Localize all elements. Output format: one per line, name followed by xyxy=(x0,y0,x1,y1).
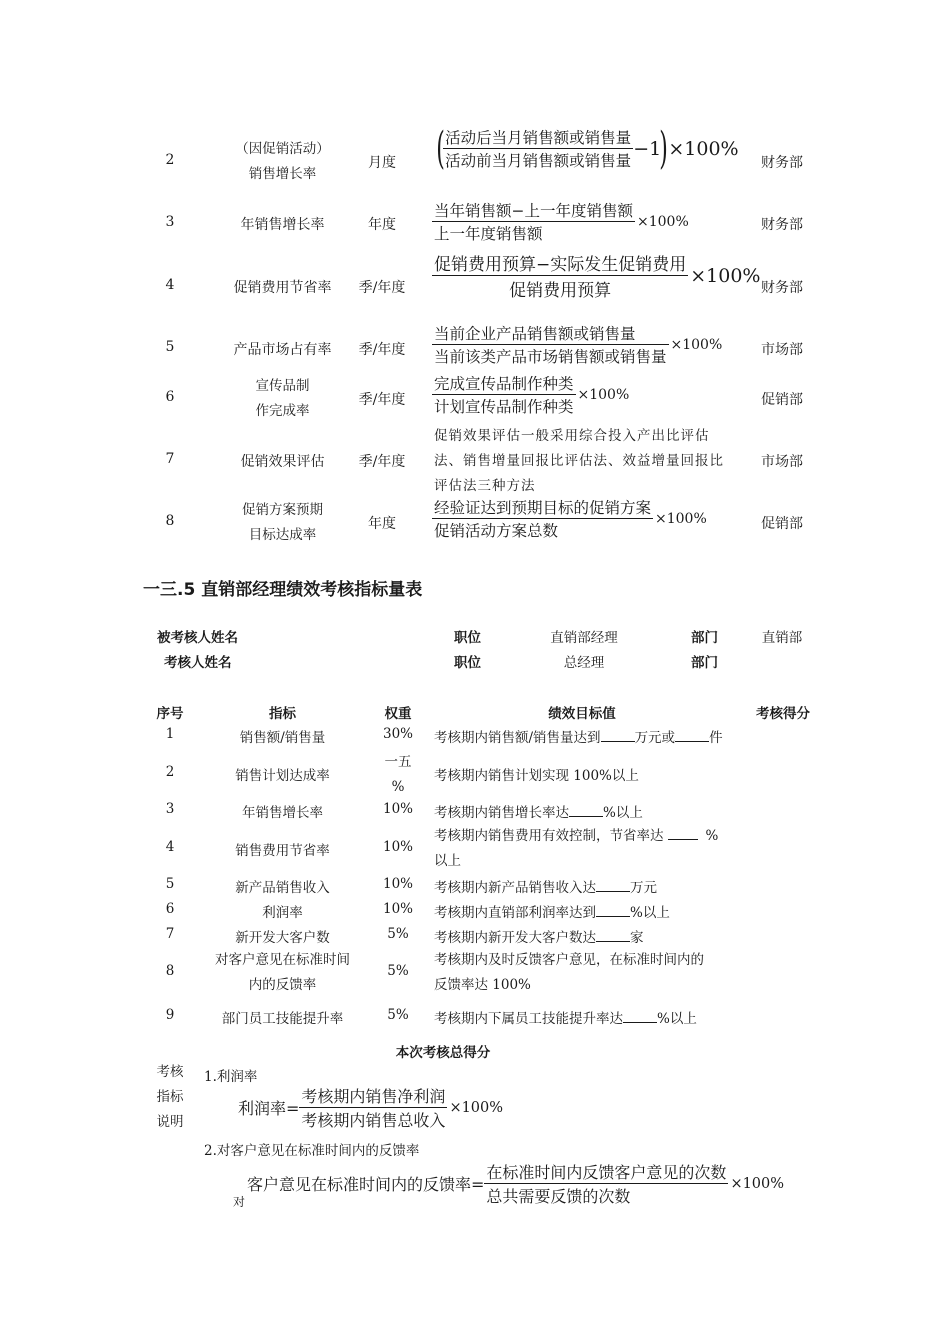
cycle: 季/年度 xyxy=(358,342,406,358)
row-number: 6 xyxy=(165,901,175,917)
weight xyxy=(370,750,426,800)
formula-lhs: 利润率= xyxy=(238,1099,300,1118)
weight: 10% xyxy=(382,901,413,917)
position-label: 职位 xyxy=(454,630,481,646)
target-value: 考核期内销售计划实现 100%以上 xyxy=(434,768,639,784)
row-number: 3 xyxy=(165,801,175,817)
row-number: 5 xyxy=(165,339,175,355)
denominator: 促销费用预算 xyxy=(509,281,612,301)
text: 家 xyxy=(630,930,644,946)
total-score-label: 本次考核总得分 xyxy=(395,1045,491,1061)
notes-side-label xyxy=(148,1060,192,1135)
text: 考核期内销售增长率达 xyxy=(434,805,569,821)
text: %以上 xyxy=(657,1011,697,1027)
row-number: 4 xyxy=(165,277,175,293)
target-value xyxy=(434,876,657,896)
cycle: 季/年度 xyxy=(358,454,406,470)
cycle: 月度 xyxy=(368,155,396,171)
formula-material-completion xyxy=(432,372,629,417)
text: 件 xyxy=(709,730,723,746)
text-line: 法、销售增量回报比评估法、效益增量回报比 xyxy=(434,453,724,469)
side-line: 考核 xyxy=(156,1064,184,1080)
dept-label: 部门 xyxy=(691,630,718,646)
owner-dept: 财务部 xyxy=(761,217,803,233)
fill-blank xyxy=(623,1010,657,1023)
kpi-name xyxy=(205,374,360,424)
weight: 10% xyxy=(382,839,413,855)
numerator: 完成宣传品制作种类 xyxy=(432,372,576,395)
row-number: 8 xyxy=(165,513,175,529)
formula-plan-achievement xyxy=(432,496,707,541)
kpi-name-line: 销售增长率 xyxy=(248,166,317,182)
owner-dept: 市场部 xyxy=(761,454,803,470)
kpi-name: 促销费用节省率 xyxy=(233,280,332,296)
section-title: 一三.5 直销部经理绩效考核指标量表 xyxy=(143,580,423,600)
numerator: 促销费用预算−实际发生促销费用 xyxy=(432,250,688,276)
text-line: 反馈率达 100% xyxy=(434,977,531,993)
weight: 10% xyxy=(382,876,413,892)
weight-line: % xyxy=(391,779,405,795)
stray-char: 对 xyxy=(233,1195,246,1209)
fill-blank xyxy=(668,827,698,840)
fill-blank xyxy=(569,804,603,817)
numerator: 当年销售额−上一年度销售额 xyxy=(432,199,635,222)
note-2-title: 2.对客户意见在标准时间内的反馈率 xyxy=(204,1143,420,1159)
position-label: 职位 xyxy=(454,655,481,671)
minus-one: −1 xyxy=(633,137,662,160)
denominator: 活动前当月销售额或销售量 xyxy=(445,152,632,170)
row-number: 8 xyxy=(165,963,175,979)
col-header-weight: 权重 xyxy=(384,706,412,722)
formula-profit-rate xyxy=(238,1084,503,1131)
kpi-name xyxy=(205,948,360,998)
weight: 5% xyxy=(387,1007,409,1023)
fill-blank xyxy=(675,729,709,742)
row-number: 9 xyxy=(165,1007,175,1023)
target-value xyxy=(434,824,744,874)
text: 考核期内销售额/销售量达到 xyxy=(434,730,601,746)
target-value xyxy=(434,926,644,946)
percent-factor: ×100% xyxy=(668,137,739,160)
left-paren: ( xyxy=(436,122,445,174)
text: 考核期内直销部利润率达到 xyxy=(434,905,596,921)
kpi-name: 销售额/销售量 xyxy=(239,730,326,746)
row-number: 3 xyxy=(165,214,175,230)
col-header-kpi: 指标 xyxy=(269,706,296,722)
formula-sales-growth xyxy=(432,122,739,174)
kpi-name: 产品市场占有率 xyxy=(233,342,332,358)
text: %以上 xyxy=(630,905,670,921)
cycle: 季/年度 xyxy=(358,392,406,408)
kpi-name: 年销售增长率 xyxy=(242,805,323,821)
text-line: 以上 xyxy=(434,853,461,869)
fill-blank xyxy=(601,729,635,742)
kpi-name-line: 目标达成率 xyxy=(248,527,317,543)
denominator: 上一年度销售额 xyxy=(434,225,543,243)
formula-market-share xyxy=(432,322,722,367)
text: 考核期内销售费用有效控制，节省率达 xyxy=(434,828,664,844)
owner-dept: 促销部 xyxy=(761,516,803,532)
evaluation-method-text xyxy=(434,424,744,499)
text: 万元或 xyxy=(634,730,676,746)
text-line: 促销效果评估一般采用综合投入产出比评估 xyxy=(434,428,710,444)
numerator: 经验证达到预期目标的促销方案 xyxy=(432,496,653,519)
percent-factor: ×100% xyxy=(449,1099,504,1116)
text: 考核期内下属员工技能提升率达 xyxy=(434,1011,623,1027)
owner-dept: 财务部 xyxy=(761,280,803,296)
kpi-name: 部门员工技能提升率 xyxy=(221,1011,344,1027)
kpi-name: 利润率 xyxy=(262,905,303,921)
kpi-name: 年销售增长率 xyxy=(240,217,325,233)
numerator: 考核期内销售净利润 xyxy=(299,1084,447,1108)
weight: 10% xyxy=(382,801,413,817)
kpi-name xyxy=(205,498,360,548)
denominator: 促销活动方案总数 xyxy=(434,522,559,540)
dept-label: 部门 xyxy=(691,655,718,671)
cycle: 季/年度 xyxy=(358,280,406,296)
percent-factor: ×100% xyxy=(637,213,689,230)
note-1-title: 1.利润率 xyxy=(204,1069,258,1085)
kpi-name xyxy=(205,137,360,187)
weight: 5% xyxy=(387,926,409,942)
row-number: 2 xyxy=(165,152,175,168)
kpi-name: 促销效果评估 xyxy=(240,454,325,470)
denominator: 考核期内销售总收入 xyxy=(301,1111,446,1130)
kpi-name: 销售费用节省率 xyxy=(235,843,330,859)
owner-dept: 促销部 xyxy=(761,392,803,408)
col-header-target: 绩效目标值 xyxy=(548,706,616,722)
kpi-name-line: （因促销活动） xyxy=(235,141,330,157)
denominator: 计划宣传品制作种类 xyxy=(434,398,574,416)
kpi-name: 新开发大客户数 xyxy=(235,930,330,946)
kpi-name-line: 促销方案预期 xyxy=(242,502,323,518)
target-value xyxy=(434,1007,697,1027)
percent-factor: ×100% xyxy=(655,510,707,527)
weight-line: 一五 xyxy=(384,754,412,770)
denominator: 总共需要反馈的次数 xyxy=(486,1187,631,1206)
denominator: 当前该类产品市场销售额或销售量 xyxy=(434,348,667,366)
kpi-name-line: 作完成率 xyxy=(255,403,310,419)
weight: 5% xyxy=(387,963,409,979)
cycle: 年度 xyxy=(368,516,396,532)
side-line: 指标 xyxy=(156,1089,184,1105)
owner-dept: 市场部 xyxy=(761,342,803,358)
row-number: 7 xyxy=(165,926,175,942)
target-value xyxy=(434,801,643,821)
fill-blank xyxy=(596,904,630,917)
fill-blank xyxy=(596,879,630,892)
target-value xyxy=(434,901,670,921)
side-line: 说明 xyxy=(156,1114,184,1130)
percent-factor: ×100% xyxy=(690,264,761,287)
numerator: 当前企业产品销售额或销售量 xyxy=(432,322,669,345)
text: 考核期内新产品销售收入达 xyxy=(434,880,596,896)
numerator: 在标准时间内反馈客户意见的次数 xyxy=(484,1160,728,1184)
row-number: 5 xyxy=(165,876,175,892)
cycle: 年度 xyxy=(368,217,396,233)
row-number: 2 xyxy=(165,764,175,780)
text: % xyxy=(705,828,719,844)
text: %以上 xyxy=(603,805,643,821)
kpi-name: 新产品销售收入 xyxy=(235,880,330,896)
percent-factor: ×100% xyxy=(670,336,723,353)
formula-annual-growth xyxy=(432,199,689,244)
examinee-label: 被考核人姓名 xyxy=(157,630,238,646)
row-number: 7 xyxy=(165,451,175,467)
text: 万元 xyxy=(630,880,657,896)
target-value xyxy=(434,726,723,746)
text-line: 考核期内及时反馈客户意见，在标准时间内的 xyxy=(434,952,704,968)
percent-factor: ×100% xyxy=(730,1175,785,1192)
row-number: 4 xyxy=(165,839,175,855)
kpi-name-line: 宣传品制 xyxy=(255,378,310,394)
examinee-dept: 直销部 xyxy=(761,630,803,646)
row-number: 1 xyxy=(165,726,175,742)
kpi-name: 销售计划达成率 xyxy=(235,768,330,784)
formula-lhs: 客户意见在标准时间内的反馈率= xyxy=(247,1175,485,1194)
text: 考核期内新开发大客户数达 xyxy=(434,930,596,946)
examiner-position: 总经理 xyxy=(563,655,605,671)
right-paren: ) xyxy=(659,122,669,174)
weight: 30% xyxy=(382,726,413,742)
owner-dept: 财务部 xyxy=(761,155,803,171)
percent-factor: ×100% xyxy=(577,386,630,403)
target-value xyxy=(434,948,744,998)
formula-promo-cost-saving xyxy=(432,250,761,301)
col-header-score: 考核得分 xyxy=(756,706,810,722)
row-number: 6 xyxy=(165,389,175,405)
examiner-label: 考核人姓名 xyxy=(164,655,232,671)
numerator: 活动后当月销售额或销售量 xyxy=(443,126,633,149)
examinee-position: 直销部经理 xyxy=(550,630,618,646)
kpi-name-line: 内的反馈率 xyxy=(248,977,317,993)
text-line: 评估法三种方法 xyxy=(434,478,536,494)
formula-feedback-rate xyxy=(247,1160,784,1207)
col-header-no: 序号 xyxy=(156,706,184,722)
fill-blank xyxy=(596,929,630,942)
kpi-name-line: 对客户意见在标准时间 xyxy=(215,952,350,968)
